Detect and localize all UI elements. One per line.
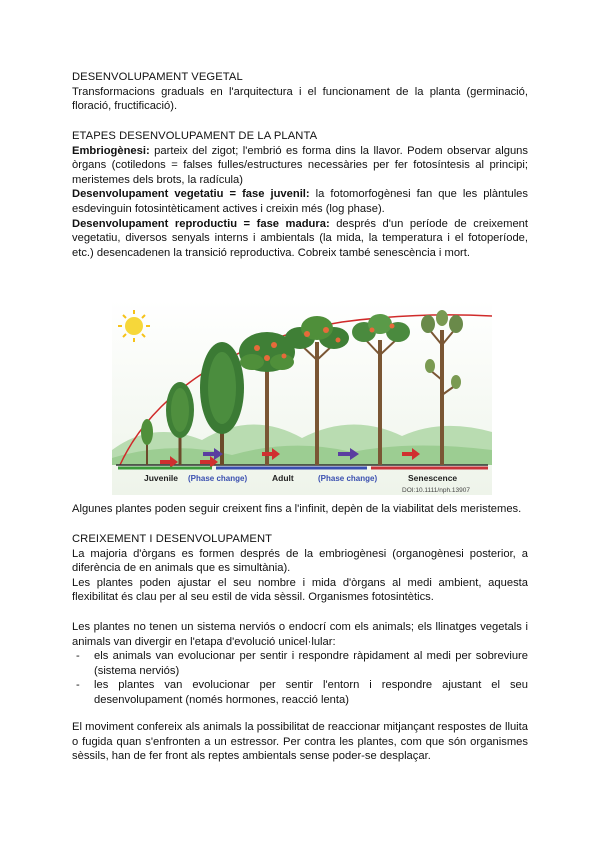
stage-text: parteix del zigot; l'embrió es forma dins la llavor. Podem observar alguns òrgans (cotiledons = falses fulles/estructures necessàries per fer fotosíntesis al principi; meristemes dels brots, la radícula) bbox=[72, 144, 528, 186]
list-item bbox=[72, 678, 528, 707]
stage-vegetatiu bbox=[72, 187, 528, 216]
bullet-marker: - bbox=[76, 650, 80, 663]
section-desenvolupament bbox=[72, 70, 528, 114]
figure-caption bbox=[72, 502, 528, 517]
paragraph: Les plantes poden ajustar el seu nombre i mida d'òrgans al medi ambient, aquesta flexibilitat és clau per al seu estil de vida sèssil. Organismes fotosintètics. bbox=[72, 576, 528, 604]
section-text: Transformacions graduals en l'arquitectura i el funcionament de la planta (germinació, floració, fructificació). bbox=[72, 85, 528, 113]
section-movement bbox=[72, 720, 528, 764]
section-etapes bbox=[72, 129, 528, 260]
list-item-text: les plantes van evolucionar per sentir l'entorn i respondre ajustant el seu desenvolupament (només hormones, reacció lenta) bbox=[94, 679, 528, 706]
caption-text: Algunes plantes poden seguir creixent fins a l'infinit, depèn de la viabilitat dels meristemes. bbox=[72, 503, 522, 515]
label-juvenile: Juvenile bbox=[144, 473, 179, 483]
label-adult: Adult bbox=[272, 473, 294, 483]
label-phase-change-1: (Phase change) bbox=[188, 474, 248, 483]
label-phase-change-2: (Phase change) bbox=[318, 474, 378, 483]
plant-development-illustration bbox=[112, 300, 492, 495]
paragraph: Les plantes no tenen un sistema nerviós o endocrí com els animals; els llinatges vegetals i animals van divergir en l'etapa d'evolució unicel·lular: bbox=[72, 621, 528, 648]
section-creixement bbox=[72, 532, 528, 605]
stage-term: Embriogènesi: bbox=[72, 144, 150, 157]
list-item bbox=[72, 649, 528, 678]
stage-embriogenesi bbox=[72, 144, 528, 188]
stage-reproductiu bbox=[72, 217, 528, 261]
section-title: ETAPES DESENVOLUPAMENT DE LA PLANTA bbox=[72, 130, 318, 142]
bullet-list bbox=[72, 649, 528, 707]
stage-text: la fotomorfogènesi fan que les plàntules esdevinguin fotosintèticament actives i creixin més (log phase). bbox=[72, 188, 528, 215]
paragraph: El moviment confereix als animals la possibilitat de reaccionar mitjançant respostes de lluita o fugida quan s'enfronten a un estressor. Per contra les plantes, com que són organismes sèssils, han de fer front als reptes ambientals sense poder-se desplaçar. bbox=[72, 721, 528, 763]
paragraph: La majoria d'òrgans es formen després de la embriogènesi (organogènesi posterior, a diferència de en animals que es simultània). bbox=[72, 547, 528, 575]
bullet-marker: - bbox=[76, 679, 80, 692]
plant-development-figure bbox=[112, 300, 492, 495]
list-item-text: els animals van evolucionar per sentir i respondre ràpidament al medi per sobreviure (sistema nerviós) bbox=[94, 650, 528, 677]
section-nervous-system bbox=[72, 620, 528, 708]
section-title: CREIXEMENT I DESENVOLUPAMENT bbox=[72, 533, 273, 545]
section-title: DESENVOLUPAMENT VEGETAL bbox=[72, 71, 243, 83]
label-doi: DOI:10.1111/nph.13907 bbox=[402, 487, 470, 494]
stage-term: Desenvolupament reproductiu = fase madura: bbox=[72, 217, 330, 230]
stage-text: després d'un període de creixement vegetatiu, diversos senyals interns i ambientals (la mida, la temperatura i el fotoperíode, etc.) desencadenen la transició reproductiva. Cobreix també senescència i mort. bbox=[72, 217, 528, 259]
stage-term: Desenvolupament vegetatiu = fase juvenil: bbox=[72, 188, 310, 201]
label-senescence: Senescence bbox=[408, 473, 458, 483]
